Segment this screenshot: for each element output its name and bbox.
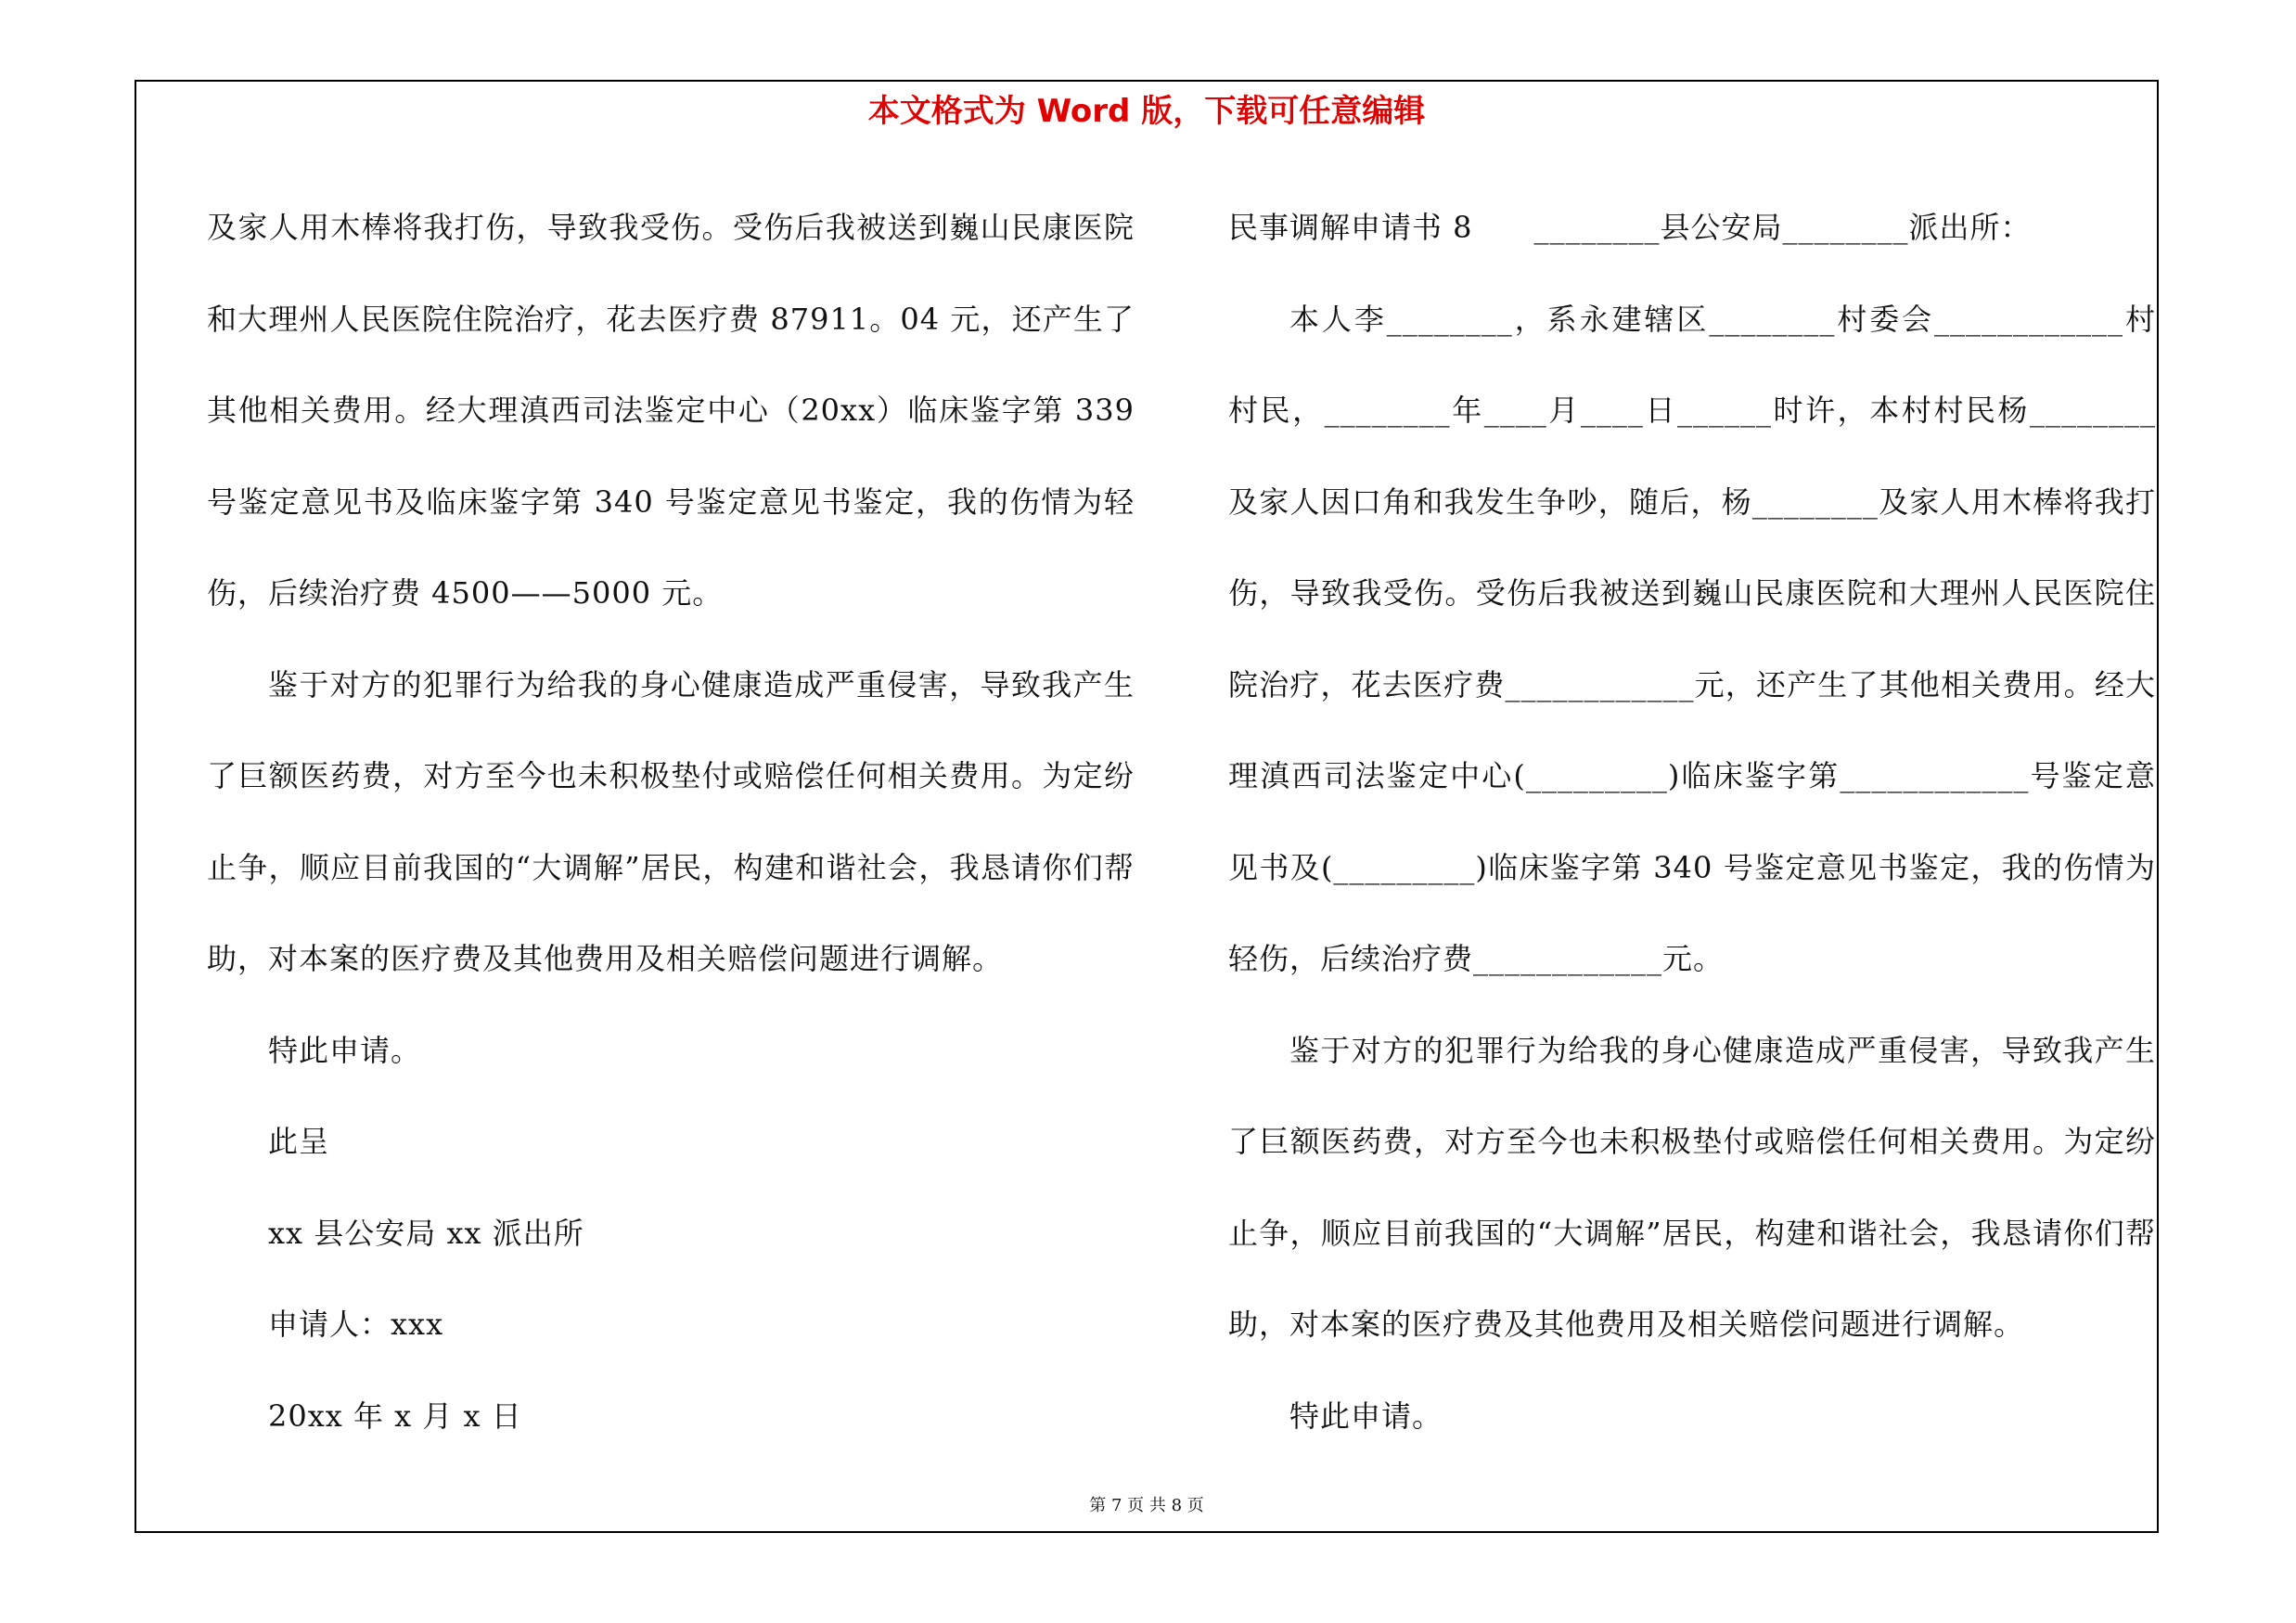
left-paragraph-addressee: xx 县公安局 xx 派出所 — [268, 1215, 584, 1251]
left-paragraph-applicant: 申请人：xxx — [268, 1307, 444, 1342]
right-paragraph-closing: 特此申请。 — [1289, 1398, 1443, 1434]
page-frame — [135, 80, 2159, 1533]
left-column — [207, 182, 1135, 1462]
left-paragraph-date: 20xx 年 x 月 x 日 — [268, 1398, 522, 1434]
page-number: 第 7 页 共 8 页 — [1089, 1496, 1204, 1515]
right-paragraph-heading: 民事调解申请书 8 ________县公安局________派出所： — [1228, 210, 2032, 245]
left-paragraph-injury: 及家人用木棒将我打伤，导致我受伤。受伤后我被送到巍山民康医院和大理州人民医院住院治疗，花去医疗费 87911。04 元，还产生了其他相关费用。经大理滇西司法鉴定中心（20xx）临床鉴字第 339 号鉴定意见书及临床鉴字第 340 号鉴定意见书鉴定，我的伤情为轻伤，后续治疗费 4500——5000 元。 — [207, 210, 1135, 611]
right-paragraph-request: 鉴于对方的犯罪行为给我的身心健康造成严重侵害，导致我产生了巨额医药费，对方至今也未积极垫付或赔偿任何相关费用。为定纷止争，顺应目前我国的“大调解”居民，构建和谐社会，我恳请你们帮助，对本案的医疗费及其他费用及相关赔偿问题进行调解。 — [1228, 1032, 2156, 1342]
left-paragraph-request: 鉴于对方的犯罪行为给我的身心健康造成严重侵害，导致我产生了巨额医药费，对方至今也未积极垫付或赔偿任何相关费用。为定纷止争，顺应目前我国的“大调解”居民，构建和谐社会，我恳请你们帮助，对本案的医疗费及其他费用及相关赔偿问题进行调解。 — [207, 666, 1135, 976]
word-format-banner: 本文格式为 Word 版，下载可任意编辑 — [867, 93, 1426, 130]
right-column — [1228, 182, 2156, 1462]
left-paragraph-closing: 特此申请。 — [268, 1032, 422, 1068]
right-paragraph-injury: 本人李________，系永建辖区________村委会____________村村民，________年____月____日______时许，本村村民杨________及家人因口角和我发生争吵，随后，杨________及家人用木棒将我打伤，导致我受伤。受伤后我被送到巍山民康医院和大理州人民医院住院治疗，花去医疗费____________元，还产生了其他相关费用。经大理滇西司法鉴定中心(_________)临床鉴字第____________号鉴定意见书及(_________)临床鉴字第 340 号鉴定意见书鉴定，我的伤情为轻伤，后续治疗费____________元。 — [1228, 301, 2156, 976]
left-paragraph-addressee-intro: 此呈 — [268, 1124, 330, 1159]
